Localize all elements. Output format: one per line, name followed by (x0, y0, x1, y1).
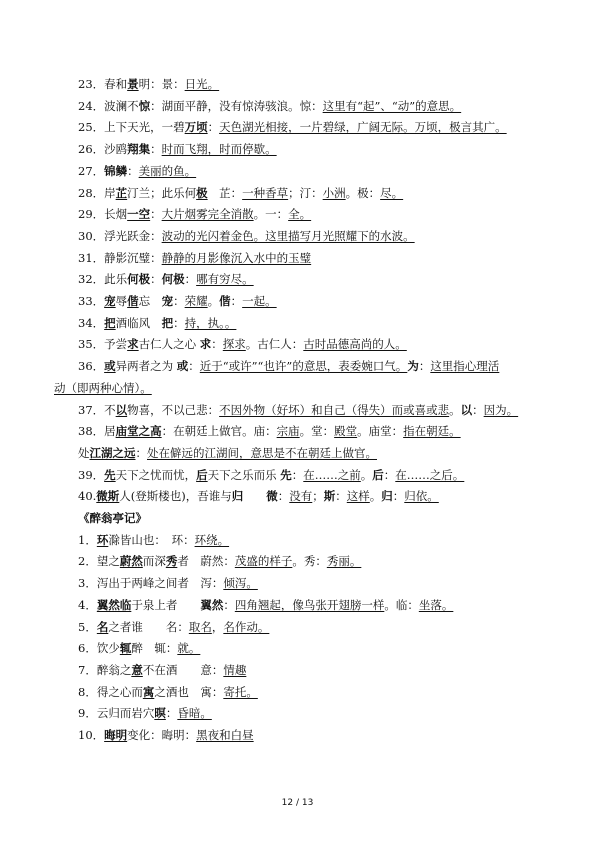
text-segment: 小洲 (322, 185, 346, 200)
text-segment: 四角翘起，像鸟张开翅膀一样 (234, 597, 385, 612)
text-segment: 天下之乐而乐 (207, 467, 281, 482)
text-segment: ： (291, 467, 304, 482)
text-segment: 偕 (127, 294, 139, 308)
text-segment: 。 (449, 402, 461, 417)
text-segment: 4． (78, 597, 97, 612)
text-line (78, 575, 578, 592)
text-segment: 持，执。。 (184, 315, 237, 330)
text-segment: 近于“或许”“也许”的意思，表委婉口气。 (199, 359, 408, 374)
text-segment: 把 (161, 315, 174, 330)
text-segment: ， (211, 619, 224, 634)
text-segment: 之者谁 名： (108, 619, 189, 634)
text-segment: 。临： (384, 597, 419, 612)
text-segment: ： (150, 142, 162, 157)
text-segment: 先 (280, 467, 292, 482)
text-segment: 。 (360, 467, 373, 482)
text-segment: 坐落。 (418, 597, 454, 612)
text-segment: 于泉上者 (131, 597, 201, 612)
text-segment: 。堂： (299, 424, 335, 439)
text-segment: 昏暗。 (177, 706, 212, 721)
text-segment: 7．醉翁之 (78, 662, 132, 677)
text-segment: ；汀： (288, 185, 323, 200)
text-segment: 辄 (119, 641, 132, 656)
text-segment: ： (173, 294, 185, 308)
text-segment: 24．波澜不 (78, 98, 139, 113)
text-line (78, 423, 578, 440)
text-segment: ：在朝廷上做官。庙： (161, 424, 277, 439)
text-segment: 27． (78, 163, 105, 178)
text-segment: 37．不 (78, 402, 116, 417)
text-segment: 环 (96, 532, 109, 547)
text-segment: 或 (104, 359, 116, 374)
text-segment: 8．得之心而 (78, 684, 143, 699)
text-segment: 斯 (323, 489, 336, 504)
text-segment: 。古仁人： (245, 337, 304, 352)
text-segment: 全。 (288, 207, 312, 222)
text-segment: ： (135, 445, 147, 460)
text-segment: 汀兰；此乐何 (127, 185, 197, 200)
text-segment: 30．浮光跃金： (78, 228, 162, 243)
text-segment: 归依。 (404, 489, 439, 504)
text-line (78, 684, 578, 701)
text-segment: 先 (104, 467, 116, 482)
text-line (78, 336, 578, 353)
text-segment: ： (472, 402, 484, 417)
text-line (54, 380, 554, 397)
text-segment: 《醉翁亭记》 (78, 511, 147, 525)
text-segment: 归 (231, 489, 244, 504)
text-segment: 茂盛的样子 (234, 554, 293, 569)
text-segment: 39． (78, 467, 105, 482)
text-segment: 寓 (142, 684, 155, 699)
text-line (78, 206, 578, 223)
text-segment: 。秀： (292, 554, 327, 569)
text-line (78, 141, 578, 158)
text-segment: 后 (196, 467, 208, 482)
text-segment: 宗庙 (276, 424, 300, 439)
text-segment: 锦鳞 (104, 163, 128, 178)
text-segment: 处 (78, 445, 90, 460)
text-line (78, 467, 578, 484)
text-segment: 动（即两种心情）。 (54, 380, 152, 395)
text-segment: 5． (78, 619, 97, 634)
text-segment: ： (418, 359, 431, 374)
text-segment: 。极： (345, 185, 381, 200)
text-segment: ： (211, 337, 223, 352)
text-segment: 一种香草 (242, 185, 289, 200)
text-segment: 滁皆山也： 环： (108, 532, 195, 547)
text-segment: 何极 (161, 272, 185, 287)
text-segment: 35．予尝 (78, 337, 128, 352)
text-segment: ： (383, 467, 396, 482)
text-segment: 38．居 (78, 424, 116, 439)
text-segment: 处在僻远的江湖间，意思是不在朝廷上做官。 (147, 445, 377, 460)
text-segment: 不在酒 意： (142, 662, 224, 677)
text-segment: 。一： (253, 207, 289, 222)
text-segment: ： (277, 489, 290, 504)
text-segment: 醉 辄： (131, 641, 178, 656)
text-segment: 翼然临 (96, 597, 132, 612)
text-line (78, 445, 578, 462)
text-segment: 日光。 (184, 77, 220, 91)
text-segment: 没有 (289, 489, 313, 504)
text-segment: 黑夜和白昼 (196, 728, 254, 742)
text-segment: ： (207, 120, 220, 135)
text-segment: 惊 (138, 98, 151, 113)
text-segment: 取名 (188, 619, 212, 634)
text-line (78, 76, 578, 93)
text-segment: 归 (381, 489, 393, 504)
text-segment: 把 (104, 315, 116, 330)
text-segment: 36． (78, 359, 105, 374)
text-segment: 忘 (138, 294, 162, 308)
text-segment: 蔚然 (119, 554, 143, 569)
text-line (78, 727, 578, 744)
text-segment: 翼然 (200, 597, 224, 612)
text-segment: 6．饮少 (78, 641, 120, 656)
text-segment: 1． (78, 532, 97, 547)
text-segment: 之酒也 寓： (154, 684, 224, 699)
text-segment: 29．长烟 (78, 207, 128, 222)
text-segment: 秀 (165, 554, 178, 569)
text-segment: 26．沙鸥 (78, 142, 128, 157)
text-segment: 芷： (207, 185, 243, 200)
text-segment: 变化：晦明： (127, 728, 197, 742)
text-segment: 微斯 (96, 489, 120, 504)
text-segment: 哪有穷尽。 (196, 272, 254, 287)
text-segment: ： (150, 272, 162, 287)
text-line (78, 250, 578, 267)
page-number: 12 / 13 (281, 798, 314, 808)
text-segment: 芷 (115, 185, 128, 200)
text-segment: 。 (207, 294, 220, 308)
text-segment: 40. (78, 489, 97, 504)
text-segment: 辱 (115, 294, 128, 308)
text-segment: ： (230, 294, 243, 308)
text-segment: ： (188, 359, 200, 374)
text-line (78, 119, 578, 136)
text-segment: 而深 (142, 554, 166, 569)
text-segment: 者 蔚然： (177, 554, 235, 569)
text-segment: ： (150, 207, 162, 222)
text-segment: 或 (176, 359, 189, 374)
text-segment: ： (223, 597, 235, 612)
text-segment: 江湖之远 (89, 445, 136, 460)
text-segment: 后 (372, 467, 384, 482)
text-segment: 极 (196, 185, 208, 200)
text-segment: 波动的光闪着金色。这里描写月光照耀下的水波。 (161, 228, 415, 243)
text-line (78, 619, 578, 636)
text-segment: 这样 (346, 489, 370, 504)
text-segment: 这里指心理活 (430, 359, 500, 374)
text-segment: 名作动。 (223, 619, 270, 634)
text-segment: 翔集 (127, 142, 151, 157)
text-segment: 宠 (104, 294, 116, 308)
text-line (78, 315, 578, 332)
text-segment: 在……之前 (303, 467, 361, 482)
text-line (78, 553, 578, 570)
text-line (78, 488, 578, 505)
text-segment: 殿堂 (334, 424, 358, 439)
text-segment: ； (312, 489, 324, 504)
text-segment: 25．上下天光，一碧 (78, 120, 185, 135)
text-segment: ：湖面平静，没有惊涛骇浪。惊： (150, 98, 323, 113)
text-segment: 天下之忧而忧， (115, 467, 197, 482)
text-segment: 晦明 (104, 728, 128, 742)
text-segment: 物喜，不以己悲： (127, 402, 220, 417)
text-segment: 这里有“起”、“动”的意思。 (322, 98, 462, 113)
text-segment: 31．静影沉璧： (78, 250, 162, 265)
text-segment: 尽。 (380, 185, 404, 200)
text-segment: 时而飞翔，时而停歇。 (161, 142, 277, 157)
text-segment: 。 (369, 489, 382, 504)
text-segment: 宠 (161, 294, 174, 308)
text-segment: 倾泻。 (223, 576, 258, 591)
text-segment: ： (127, 163, 139, 178)
text-segment: 为 (407, 359, 419, 374)
text-segment: 美丽的鱼。 (138, 163, 197, 178)
text-segment: 以 (460, 402, 473, 417)
text-segment: 就。 (177, 641, 201, 656)
text-line (78, 640, 578, 657)
text-line (78, 163, 578, 180)
text-segment: 9．云归而岩穴 (78, 706, 155, 721)
text-segment: 偕 (219, 294, 231, 308)
text-line (78, 293, 578, 310)
text-line (78, 597, 578, 614)
text-segment: 2．望之 (78, 554, 120, 569)
section-heading (78, 510, 578, 527)
text-segment: 古时品德高尚的人。 (303, 337, 407, 352)
text-segment: ： (165, 706, 178, 721)
text-segment: 名 (96, 619, 109, 634)
text-segment: 23．春和 (78, 77, 128, 91)
text-line (78, 185, 578, 202)
text-segment: 32．此乐 (78, 272, 128, 287)
text-segment: 酒临风 (115, 315, 162, 330)
text-segment: ： (392, 489, 405, 504)
text-segment: 寄托。 (223, 684, 258, 699)
text-segment: ： (173, 315, 185, 330)
text-line (78, 532, 578, 549)
text-segment: 求 (199, 337, 212, 352)
text-segment: 一起。 (242, 294, 277, 308)
text-line (78, 271, 578, 288)
text-segment: 10． (78, 728, 105, 742)
text-segment: 求 (127, 337, 139, 352)
text-segment: 3．泻出于两峰之间者 泻： (78, 576, 224, 591)
text-line (78, 705, 578, 722)
text-segment: 异两者之为 (115, 359, 177, 374)
text-line (78, 662, 578, 679)
text-segment: ： (184, 272, 197, 287)
text-segment: 环绕。 (194, 532, 230, 547)
text-segment: 一空 (127, 207, 151, 222)
text-segment: 意 (131, 662, 143, 677)
text-segment: 探求 (222, 337, 246, 352)
text-segment: 微 (266, 489, 278, 504)
text-segment: 33． (78, 294, 105, 308)
text-segment: 静静的月影像沉入水中的玉璧 (161, 250, 312, 265)
text-segment: 34． (78, 315, 105, 330)
text-line (78, 402, 578, 419)
text-segment: 情趣 (223, 662, 247, 677)
text-segment: 明：景： (138, 77, 185, 91)
text-segment: 古仁人之心 (138, 337, 200, 352)
text-segment: 何极 (127, 272, 151, 287)
text-segment: 人(登斯楼也)，吾谁与 (119, 489, 232, 504)
text-segment: ： (335, 489, 347, 504)
text-line (78, 228, 578, 245)
text-line (78, 358, 578, 375)
text-segment: 28．岸 (78, 185, 116, 200)
text-segment: 万顷 (184, 120, 208, 135)
text-segment: 。庙堂： (357, 424, 404, 439)
text-segment: 天色湖光相接，一片碧绿，广阔无际。万顷，极言其广。 (219, 120, 507, 135)
text-segment: 因为。 (483, 402, 519, 417)
text-segment (243, 489, 266, 503)
text-segment: 庙堂之高 (115, 424, 162, 439)
text-segment: 暝 (154, 706, 166, 721)
text-segment: 不因外物（好坏）和自己（得失）而或喜或悲 (219, 402, 450, 417)
text-segment: 秀丽。 (326, 554, 362, 569)
text-segment: 在……之后。 (395, 467, 465, 482)
text-segment: 大片烟雾完全消散 (161, 207, 254, 222)
text-segment: 荣耀 (184, 294, 208, 308)
text-segment: 以 (115, 402, 128, 417)
text-line (78, 98, 578, 115)
text-segment: 指在朝廷。 (403, 424, 461, 439)
text-segment: 景 (127, 77, 139, 91)
